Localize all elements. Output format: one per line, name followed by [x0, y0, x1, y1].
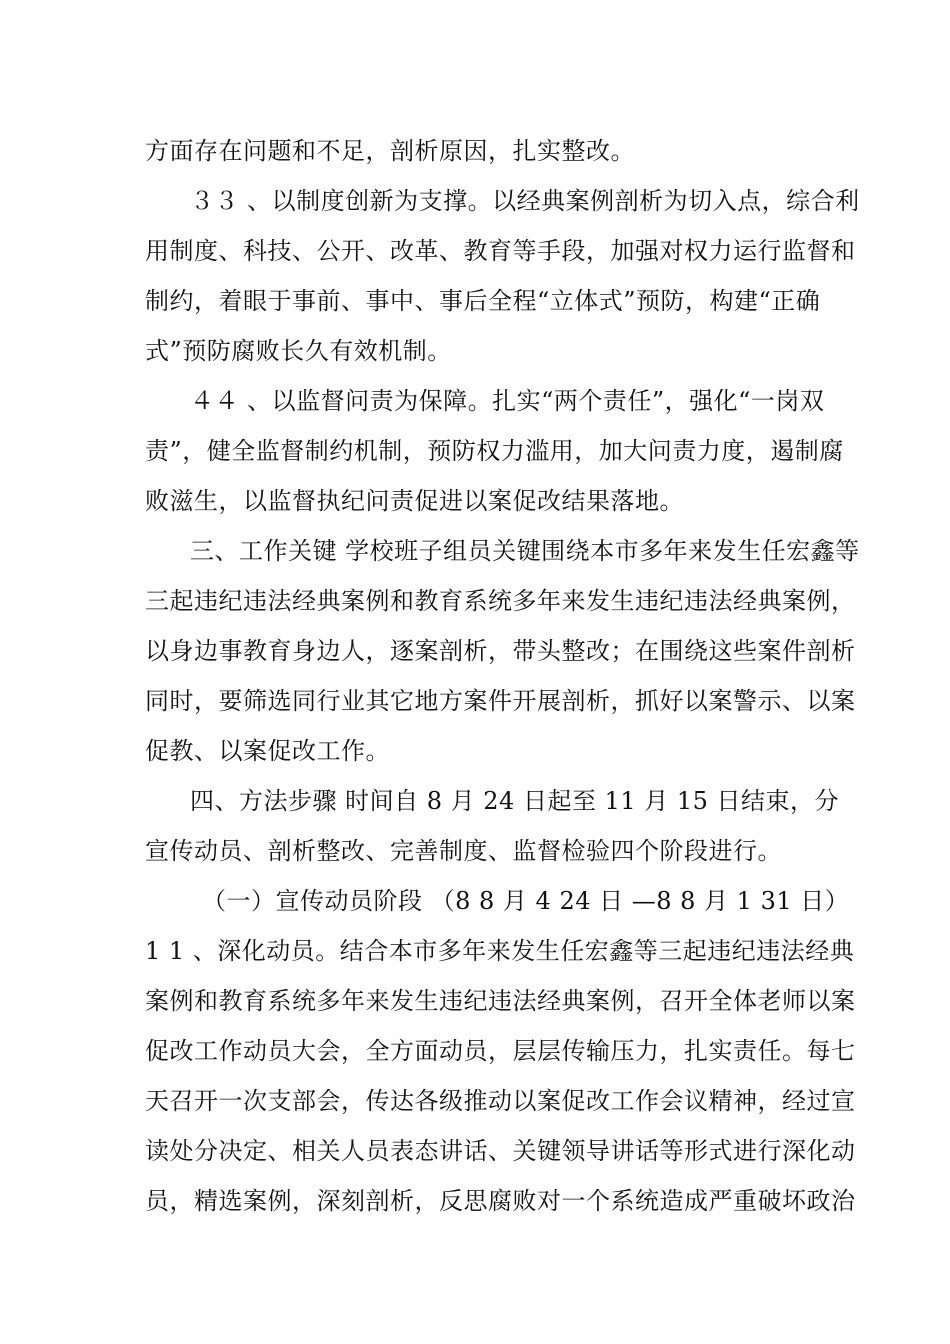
text-line: 同时，要筛选同行业其它地方案件开展剖析，抓好以案警示、以案: [145, 687, 856, 715]
text-line: 用制度、科技、公开、改革、教育等手段，加强对权力运行监督和: [145, 237, 856, 265]
text-line: 三起违纪违法经典案例和教育系统多年来发生违纪违法经典案例，: [145, 587, 856, 615]
text-line: 宣传动员、剖析整改、完善制度、监督检验四个阶段进行。: [145, 837, 782, 865]
text-line: 三、工作关键 学校班子组员关键围绕本市多年来发生任宏鑫等: [190, 537, 860, 565]
text-line: ４４ 、以监督问责为保障。扎实“两个责任”，强化“一岗双: [190, 387, 825, 415]
text-line: 促改工作动员大会，全方面动员，层层传输压力，扎实责任。每七: [145, 1037, 856, 1065]
text-line: 促教、以案促改工作。: [145, 737, 390, 765]
text-line: 方面存在问题和不足，剖析原因，扎实整改。: [145, 137, 635, 165]
text-line: 天召开一次支部会，传达各级推动以案促改工作会议精神，经过宣: [145, 1087, 856, 1115]
text-line: 责”，健全监督制约机制，预防权力滥用，加大问责力度，遏制腐: [145, 437, 844, 465]
text-line: 员，精选案例，深刻剖析，反思腐败对一个系统造成严重破坏政治: [145, 1187, 856, 1215]
text-line: 1 1 、深化动员。结合本市多年来发生任宏鑫等三起违纪违法经典: [145, 937, 855, 965]
text-line: ３３ 、以制度创新为支撑。以经典案例剖析为切入点，综合利: [190, 187, 860, 215]
text-line: 案例和教育系统多年来发生违纪违法经典案例，召开全体老师以案: [145, 987, 856, 1015]
text-line: 读处分决定、相关人员表态讲话、关键领导讲话等形式进行深化动: [145, 1137, 856, 1165]
section-heading: （一）宣传动员阶段 （8 8 月 4 24 日 —8 8 月 1 31 日）: [202, 887, 850, 915]
text-line: 四、方法步骤 时间自 8 月 24 日起至 11 月 15 日结束，分: [190, 787, 840, 815]
text-line: 制约，着眼于事前、事中、事后全程“立体式”预防，构建“正确: [145, 287, 821, 315]
text-line: 式”预防腐败长久有效机制。: [145, 337, 452, 365]
text-line: 败滋生，以监督执纪问责促进以案促改结果落地。: [145, 487, 684, 515]
text-line: 以身边事教育身边人，逐案剖析，带头整改；在围绕这些案件剖析: [145, 637, 856, 665]
